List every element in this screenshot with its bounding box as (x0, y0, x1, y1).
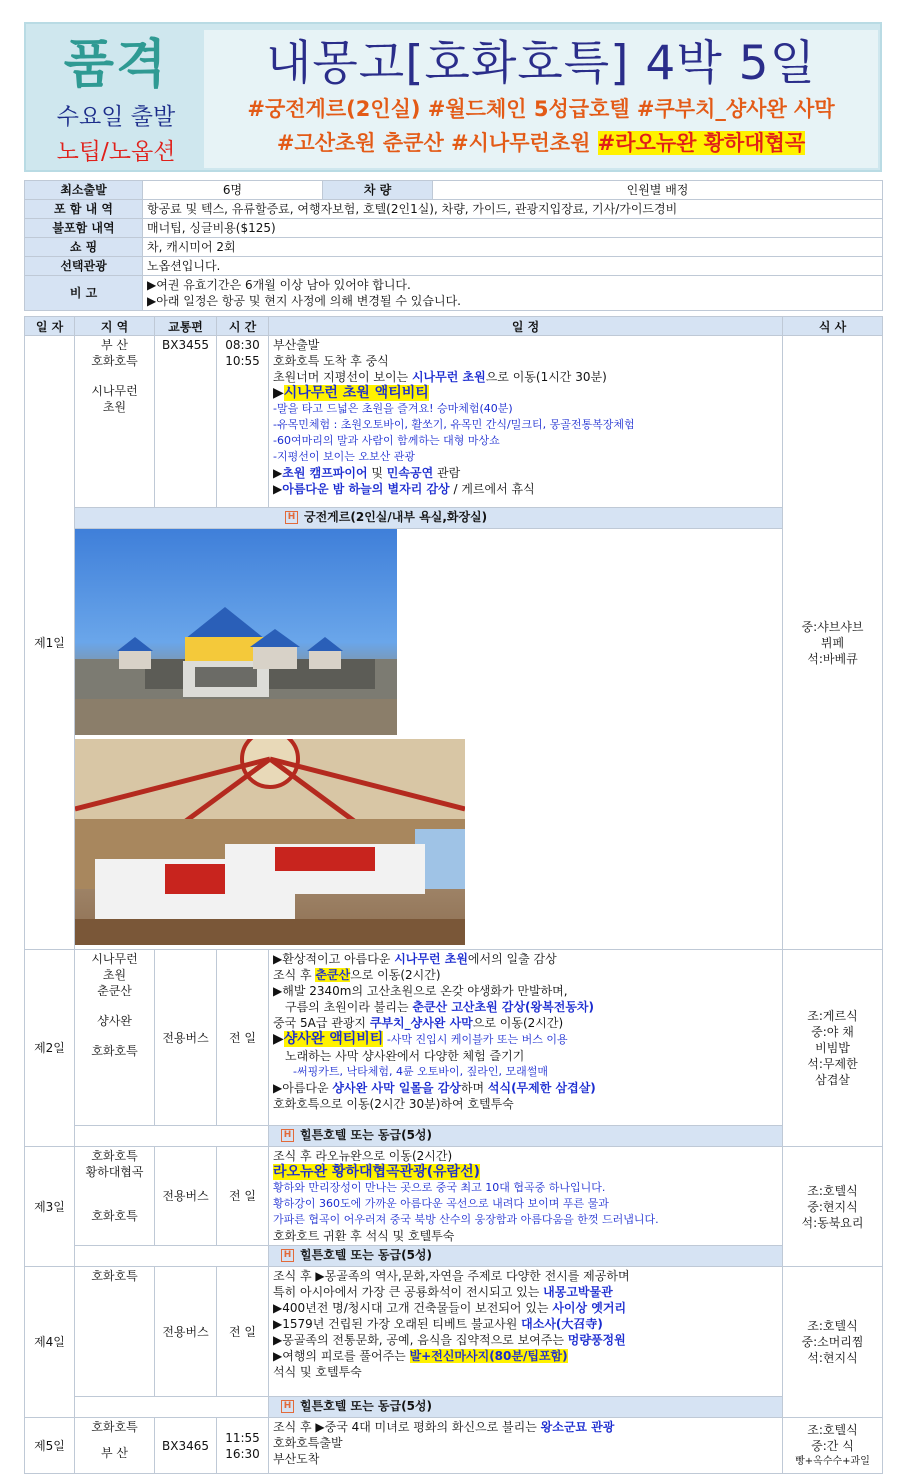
hotel-icon: H (285, 511, 298, 524)
meal: 중:소머리찜 (801, 1335, 864, 1349)
sub-line: -써핑카트, 낙타체험, 4륜 오토바이, 짚라인, 모래썰매 (293, 1065, 548, 1078)
ger-exterior-photo (75, 529, 397, 735)
highlight: 사이상 옛거리 (552, 1301, 627, 1315)
page-title: 내몽고[호화호특] 4박 5일 (266, 36, 816, 91)
note-line-2: ▶아래 일정은 항공 및 현지 사정에 의해 변경될 수 있습니다. (147, 294, 461, 308)
text: -사막 진입시 케이블카 또는 버스 이용 (383, 1033, 568, 1046)
plan-line (273, 1348, 778, 1364)
day3-meal (783, 1147, 883, 1267)
activity-title: 라오뉴완 황하대협곡관광(유람선) (273, 1164, 481, 1180)
hotel-name: 힐튼호텔 또는 동급(5성) (300, 1248, 433, 1262)
note-value (143, 276, 883, 311)
col-plan: 일 정 (269, 317, 783, 336)
highlight: 춘쿤산 (315, 968, 351, 982)
departure-day: 수요일 출발 (56, 104, 176, 130)
plan-line: 호화호특으로 이동(2시간 30분)하여 호텔투숙 (273, 1097, 514, 1111)
shop-label: 쇼 핑 (25, 238, 143, 257)
car-value: 인원별 배정 (433, 181, 883, 200)
day2-label: 제2일 (25, 950, 75, 1147)
highlight: 초원 캠프파이어 (282, 466, 368, 480)
text: ▶환상적이고 아름다운 (273, 952, 395, 966)
meal: 중:간 식 (811, 1438, 854, 1453)
day4-plan (269, 1267, 783, 1397)
plan-line (273, 951, 778, 967)
plan-line: ▶샹사완 액티비티 -사막 진입시 케이블카 또는 버스 이용 (273, 1031, 568, 1047)
day5-meal (783, 1418, 883, 1474)
day3-hotel (269, 1246, 783, 1267)
title-block (204, 30, 878, 168)
plan-line: ▶시나무런 초원 액티비티 (273, 385, 429, 401)
plan-line: 조식 후 라오뉴완으로 이동(2시간) (273, 1149, 453, 1163)
sub-line: 황하강이 360도에 가까운 아름다운 곡선으로 내려다 보이며 푸른 물과 (273, 1197, 609, 1210)
region: 부 산 (101, 1446, 128, 1460)
meal: 조:호텔식 (807, 1183, 858, 1198)
sub-line: -유목민체험 : 초원오토바이, 활쏘기, 유목민 간식/밀크티, 몽골전통복장체험 (273, 418, 635, 431)
hotel-icon: H (281, 1249, 294, 1262)
day5-plan (269, 1418, 783, 1474)
day4-region: 호화호특 (75, 1267, 155, 1397)
text: ▶1579년 건립된 가장 오래된 티베트 불교사원 (273, 1317, 522, 1331)
time: 10:55 (225, 354, 260, 368)
meal: 조:게르식 (807, 1009, 858, 1023)
text: 으로 이동(1시간 30분) (485, 370, 607, 384)
meal: 비빔밥 (815, 1041, 850, 1055)
day4-hotel (269, 1397, 783, 1418)
day1-transport: BX3455 (155, 336, 217, 508)
col-region: 지 역 (75, 317, 155, 336)
plan-line (273, 369, 778, 385)
text: 조식 후 (273, 968, 316, 982)
car-label: 차 량 (323, 181, 433, 200)
sub-line: -말을 타고 드넓은 초원을 즐겨요! 승마체험(40분) (273, 402, 513, 415)
schedule-table (24, 316, 883, 1474)
tag-line-2 (204, 126, 878, 160)
highlight: 시나무런 초원 (411, 370, 486, 384)
text: 관람 (433, 466, 461, 480)
hotel-name: 힐튼호텔 또는 동급(5성) (300, 1399, 433, 1413)
no-tip-label: 노팁/노옵션 (56, 139, 176, 165)
highlight: 쿠부치_샹사완 사막 (369, 1016, 473, 1030)
text: 으로 이동(2시간) (472, 1016, 564, 1030)
highlight: 발+전신마사지(80분/팁포함) (409, 1349, 568, 1363)
plan-line (273, 1419, 778, 1435)
region: 초원 (102, 968, 127, 982)
highlight: 석식(무제한 삼겹살) (487, 1081, 596, 1095)
plan-line (273, 1332, 778, 1348)
exc-label: 불포함 내역 (25, 219, 143, 238)
plan-line: 부산출발 (273, 338, 320, 352)
plan-line (273, 999, 778, 1015)
inc-value: 항공료 및 텍스, 유류할증료, 여행자보험, 호텔(2인1실), 차량, 가이드, 관광지입장료, 기사/가이드경비 (143, 200, 883, 219)
text: 하며 (460, 1081, 488, 1095)
day3-region (75, 1147, 155, 1246)
region: 시나무런 (91, 384, 138, 398)
day4-label: 제4일 (25, 1267, 75, 1418)
plan-line (273, 1080, 778, 1096)
meal: 중:현지식 (807, 1199, 858, 1214)
plan-line: 노래하는 사막 샹사완에서 다양한 체험 즐기기 (285, 1049, 525, 1063)
highlight: 시나무런 초원 (394, 952, 468, 966)
text: 구름의 초원이라 불리는 (285, 1000, 413, 1014)
region: 호화호특 (91, 1209, 138, 1223)
header-banner (24, 22, 882, 172)
meal: 석:현지식 (807, 1351, 858, 1365)
plan-line: ▶아름다운 밤 하늘의 별자리 감상 / 게르에서 휴식 (273, 482, 535, 496)
tag-line-1: #궁전게르(2인실) #월드체인 5성급호텔 #쿠부치_샹사완 사막 (247, 97, 835, 121)
day2-hotel (269, 1126, 783, 1147)
day2-transport: 전용버스 (155, 950, 217, 1126)
plan-line (273, 1284, 778, 1300)
day2-meal (783, 950, 883, 1147)
highlight: 민속공연 (386, 466, 434, 480)
meal: 석:바베큐 (807, 651, 858, 666)
day1-photos (75, 529, 783, 950)
day1-hotel (75, 508, 783, 529)
sub-line: 황하와 만리장성이 만나는 곳으로 중국 최고 10대 협곡중 하나입니다. (273, 1181, 606, 1194)
region: 초원 (102, 400, 127, 414)
tag-line-2a: #고산초원 춘쿤산 #시나무런초원 (276, 131, 598, 155)
plan-line: 호화호특 도착 후 중식 (273, 354, 389, 368)
sub-line: 가파른 협곡이 어우러져 중국 북방 산수의 웅장함과 아름다움을 한껏 드러냅니다. (273, 1213, 659, 1226)
meal: 중:야 채 (811, 1025, 854, 1039)
day5-transport: BX3465 (155, 1418, 217, 1474)
text: ▶몽골족의 전통문화, 공예, 음식을 집약적으로 보여주는 (273, 1333, 568, 1347)
exc-value: 매너팁, 싱글비용($125) (143, 219, 883, 238)
text: 으로 이동(2시간) (350, 968, 441, 982)
text: / 게르에서 휴식 (449, 482, 535, 496)
plan-line (273, 967, 778, 983)
plan-line (273, 1164, 778, 1180)
text: 중국 5A급 관광지 (273, 1016, 370, 1030)
day3-label: 제3일 (25, 1147, 75, 1267)
day1-time (217, 336, 269, 508)
time: 08:30 (225, 338, 260, 352)
meal: 석:동북요리 (801, 1215, 864, 1230)
day1-meal (783, 336, 883, 950)
day1-label: 제1일 (25, 336, 75, 950)
brand-logo: 품격 (63, 35, 169, 95)
text: 초원너머 지평선이 보이는 (273, 370, 412, 384)
text: 및 (367, 466, 387, 480)
day3-plan (269, 1147, 783, 1246)
meal: 삼겹살 (815, 1073, 850, 1087)
day3-time: 전 일 (217, 1147, 269, 1246)
col-day: 일 자 (25, 317, 75, 336)
highlight: 왕소군묘 관광 (540, 1420, 615, 1434)
meal: 중:샤브샤브 (801, 619, 864, 634)
day2-region (75, 950, 155, 1126)
plan-line: 호화호트 귀환 후 석식 및 호텔투숙 (273, 1229, 455, 1243)
meal: 뷔페 (820, 635, 845, 650)
plan-line: 조식 후 ▶몽골족의 역사,문화,자연을 주제로 다양한 전시를 제공하며 (273, 1269, 630, 1283)
hotel-name: 궁전게르(2인실/내부 욕실,화장실) (304, 510, 488, 524)
plan-line: 석식 및 호텔투숙 (273, 1365, 362, 1379)
time: 11:55 (225, 1430, 260, 1445)
text: ▶아름다운 (273, 1081, 333, 1095)
text: 에서의 일출 감상 (467, 952, 557, 966)
min-label: 최소출발 (25, 181, 143, 200)
plan-line: 부산도착 (273, 1452, 320, 1466)
note-label: 비 고 (25, 276, 143, 311)
info-table (24, 180, 883, 311)
text: ▶여행의 피로를 풀어주는 (273, 1349, 410, 1363)
text: 특히 아시아에서 가장 큰 공룡화석이 전시되고 있는 (273, 1285, 544, 1299)
meal: 석:무제한 (807, 1057, 858, 1071)
day4-meal (783, 1267, 883, 1418)
meal: 조:호텔식 (807, 1422, 858, 1437)
hotel-icon: H (281, 1400, 294, 1413)
day1-plan (269, 336, 783, 508)
region: 황하대협곡 (85, 1165, 144, 1179)
day5-label: 제5일 (25, 1418, 75, 1474)
highlight: 내몽고박물관 (543, 1285, 613, 1299)
text: ▶400년전 명/청시대 고개 건축물들이 보전되어 있는 (273, 1301, 553, 1315)
day5-region (75, 1418, 155, 1474)
sub-line: -지평선이 보이는 오보산 관광 (273, 450, 415, 463)
sub-line: -60여마리의 말과 사람이 함께하는 대형 마상쇼 (273, 434, 500, 447)
region: 호화호특 (91, 354, 138, 368)
highlight: 대소사(大召寺) (521, 1317, 603, 1331)
plan-line (273, 1300, 778, 1316)
day5-time (217, 1418, 269, 1474)
day3-transport: 전용버스 (155, 1147, 217, 1246)
col-time: 시 간 (217, 317, 269, 336)
min-value: 6명 (143, 181, 323, 200)
day4-transport: 전용버스 (155, 1267, 217, 1397)
hotel-icon: H (281, 1129, 294, 1142)
day1-region (75, 336, 155, 508)
hotel-name: 힐튼호텔 또는 동급(5성) (300, 1128, 433, 1142)
opt-label: 선택관광 (25, 257, 143, 276)
meal: 빵+옥수수+과일 (795, 1455, 870, 1467)
region: 시나무런 (91, 952, 138, 966)
inc-label: 포 함 내 역 (25, 200, 143, 219)
highlight: 샹사완 사막 일몰을 감상 (332, 1081, 461, 1095)
highlight: 아름다운 밤 하늘의 별자리 감상 (282, 482, 450, 496)
plan-line: ▶초원 캠프파이어 및 민속공연 관람 (273, 466, 461, 480)
activity-title: 샹사완 액티비티 (283, 1031, 384, 1047)
region: 호화호특 (91, 1420, 138, 1434)
text: 조식 후 ▶중국 4대 미녀로 평화의 화신으로 불리는 (273, 1420, 541, 1434)
day2-time: 전 일 (217, 950, 269, 1126)
note-line-1: ▶여권 유효기간은 6개월 이상 남아 있어야 합니다. (147, 278, 411, 292)
tag-highlight: #라오뉴완 황하대협곡 (597, 131, 806, 155)
region: 부 산 (101, 338, 128, 352)
region: 호화호특 (91, 1149, 138, 1163)
day4-time: 전 일 (217, 1267, 269, 1397)
time: 16:30 (225, 1446, 260, 1461)
activity-title: 시나무런 초원 액티비티 (283, 385, 429, 401)
plan-line (273, 1316, 778, 1332)
highlight: 멍량풍정원 (567, 1333, 626, 1347)
region: 샹사완 (97, 1014, 132, 1028)
region: 호화호특 (91, 1044, 138, 1058)
plan-line (273, 1015, 778, 1031)
col-transport: 교통편 (155, 317, 217, 336)
opt-value: 노옵션입니다. (143, 257, 883, 276)
shop-value: 차, 캐시미어 2회 (143, 238, 883, 257)
day2-plan (269, 950, 783, 1126)
brand-block (26, 24, 206, 174)
region: 춘쿤산 (97, 984, 132, 998)
meal: 조:호텔식 (807, 1319, 858, 1333)
col-meal: 식 사 (783, 317, 883, 336)
plan-line: 호화호특출발 (273, 1436, 343, 1450)
plan-line: ▶해발 2340m의 고산초원으로 온갖 야생화가 만발하며, (273, 984, 568, 998)
ger-interior-photo (75, 739, 465, 945)
highlight: 춘쿤산 고산초원 감상(왕복전동차) (412, 1000, 594, 1014)
